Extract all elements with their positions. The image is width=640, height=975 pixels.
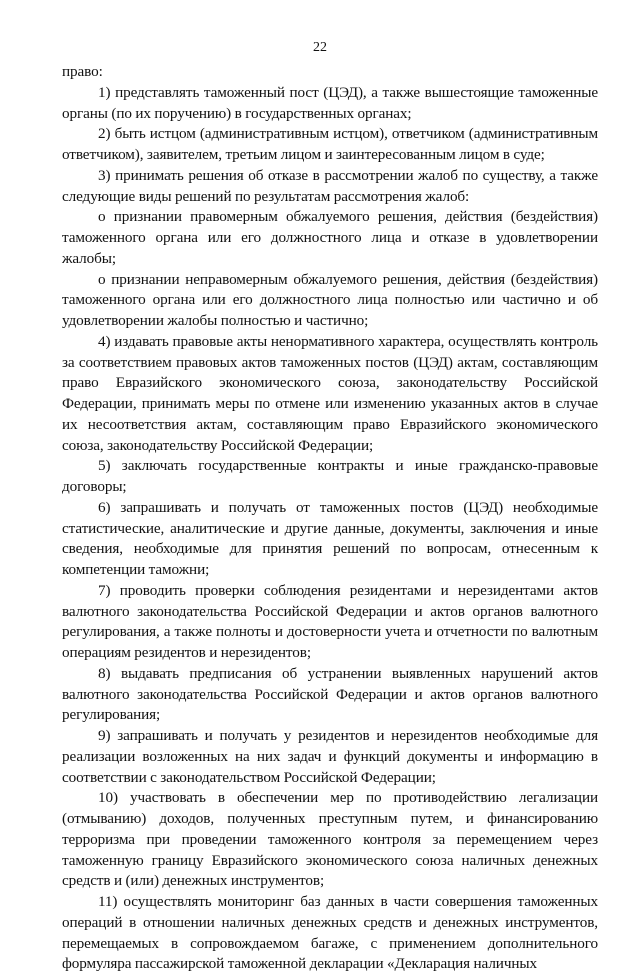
paragraph: 9) запрашивать и получать у резидентов и нерезидентов необходимые для реализации возложенных на них задач и функций документы и информацию в соответствии с законодательством Российской Федерации; xyxy=(62,727,598,786)
paragraph: 7) проводить проверки соблюдения резидентами и нерезидентами актов валютного законодательства Российской Федерации и актов органов валютного регулирования, а также полноты и достоверности учета и отчетности по валютным операциям резидентов и нерезидентов; xyxy=(62,581,598,661)
paragraph: 4) издавать правовые акты ненормативного характера, осуществлять контроль за соответствием правовых актов таможенных постов (ЦЭД) актам, составляющим право Евразийского экономического союза, законодательству Российской Федерации, принимать меры по отмене или изменению указанных актов в случае их несоответствия актам, составляющим право Евразийского экономического союза, законодательству Российской Федерации; xyxy=(62,332,598,454)
body-text xyxy=(62,62,598,975)
paragraph: 8) выдавать предписания об устранении выявленных нарушений актов валютного законодательства Российской Федерации и актов органов валютного регулирования; xyxy=(62,664,598,724)
paragraph: 2) быть истцом (административным истцом), ответчиком (административным ответчиком), заявителем, третьим лицом и заинтересованным лицом в суде; xyxy=(62,125,598,163)
page-number: 22 xyxy=(313,40,327,55)
paragraph: 10) участвовать в обеспечении мер по противодействию легализации (отмыванию) доходов, полученных преступным путем, и финансированию терроризма при проведении таможенного контроля за перемещением через таможенную границу Евразийского экономического союза наличных денежных средств и (или) денежных инструментов; xyxy=(62,789,598,890)
paragraph: 1) представлять таможенный пост (ЦЭД), а также вышестоящие таможенные органы (по их поручению) в государственных органах; xyxy=(62,83,598,122)
paragraph: 6) запрашивать и получать от таможенных постов (ЦЭД) необходимые статистические, аналитические и другие данные, документы, заключения и иные сведения, необходимые для принятия решений по вопросам, отнесенным к компетенции таможни; xyxy=(62,498,598,578)
paragraph: 5) заключать государственные контракты и иные гражданско-правовые договоры; xyxy=(62,457,598,495)
paragraph: о признании неправомерным обжалуемого решения, действия (бездействия) таможенного органа или его должностного лица полностью или частично и об удовлетворении жалобы полностью и частично; xyxy=(62,270,598,329)
paragraph: 3) принимать решения об отказе в рассмотрении жалоб по существу, а также следующие виды решений по результатам рассмотрения жалоб: xyxy=(62,166,598,205)
paragraph: право: xyxy=(62,63,103,80)
paragraph: 11) осуществлять мониторинг баз данных в части совершения таможенных операций в отношении наличных денежных средств и денежных инструментов, перемещаемых в сопровождаемом багаже, с применением дополнительного формуляра пассажирской таможенной декларации «Декларация наличных xyxy=(62,893,598,973)
paragraph: о признании правомерным обжалуемого решения, действия (бездействия) таможенного органа или его должностного лица и отказе в удовлетворении жалобы; xyxy=(62,208,598,267)
